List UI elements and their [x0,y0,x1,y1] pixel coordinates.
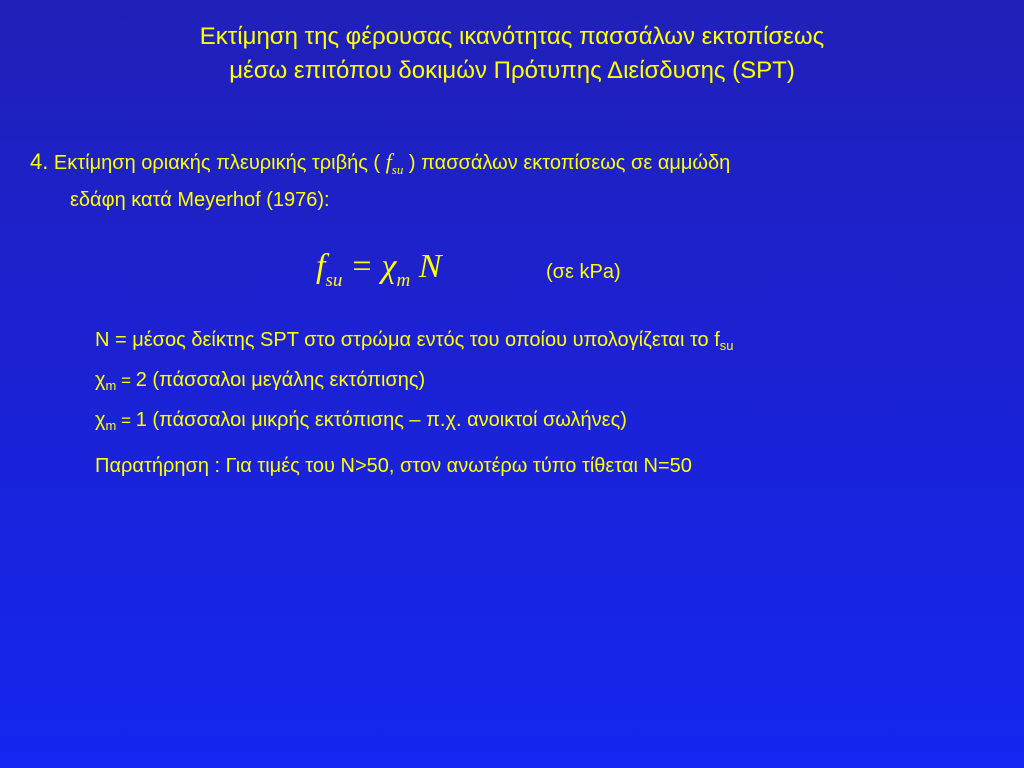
formula-lhs-sub: su [325,270,343,291]
item-text-after: ) πασσάλων εκτοπίσεως σε αμμώδη [408,152,731,174]
inline-symbol-sub: su [391,162,404,177]
title-line-2: μέσω επιτόπου δοκιμών Πρότυπης Διείσδυσης (SPT) [229,57,795,84]
item-line-2: εδάφη κατά Meyerhof (1976): [70,189,330,211]
definitions [95,323,995,443]
definition-n-text: N = μέσος δείκτης SPT στο στρώμα εντός του οποίου υπολογίζεται το f [95,329,720,351]
formula-n: N [418,248,442,285]
chi-large-sub: m [105,378,117,393]
formula-chi: χ [381,248,397,285]
numbered-item [30,146,980,216]
formula [316,248,441,292]
formula-chi-sub: m [396,270,411,291]
chi-large-text: 2 (πάσσαλοι μεγάλης εκτόπισης) [135,369,426,391]
chi-small-sub: m [105,418,117,433]
slide-title [0,20,1024,88]
definition-chi-large [95,363,995,403]
formula-unit: (σε kPa) [546,261,621,283]
definition-chi-small [95,403,995,443]
definition-n-sub: su [719,338,734,353]
chi-large-symbol: χ [95,369,106,391]
chi-large-equals: = [116,371,136,390]
item-number: 4. [30,149,49,174]
definition-n [95,323,995,363]
item-text-before: Εκτίμηση οριακής πλευρικής τριβής ( [53,152,381,174]
chi-small-text: 1 (πάσσαλοι μικρής εκτόπισης – π.χ. ανοικτοί σωλήνες) [135,409,627,431]
formula-lhs: f [316,248,326,285]
chi-small-symbol: χ [95,409,106,431]
note-text: Παρατήρηση : Για τιμές του N>50, στον ανωτέρω τύπο τίθεται N=50 [95,455,692,477]
chi-small-equals: = [116,411,136,430]
title-line-1: Εκτίμηση της φέρουσας ικανότητας πασσάλων εκτοπίσεως [199,23,825,50]
inline-symbol-f: f [385,149,392,174]
formula-equals: = [352,248,372,285]
